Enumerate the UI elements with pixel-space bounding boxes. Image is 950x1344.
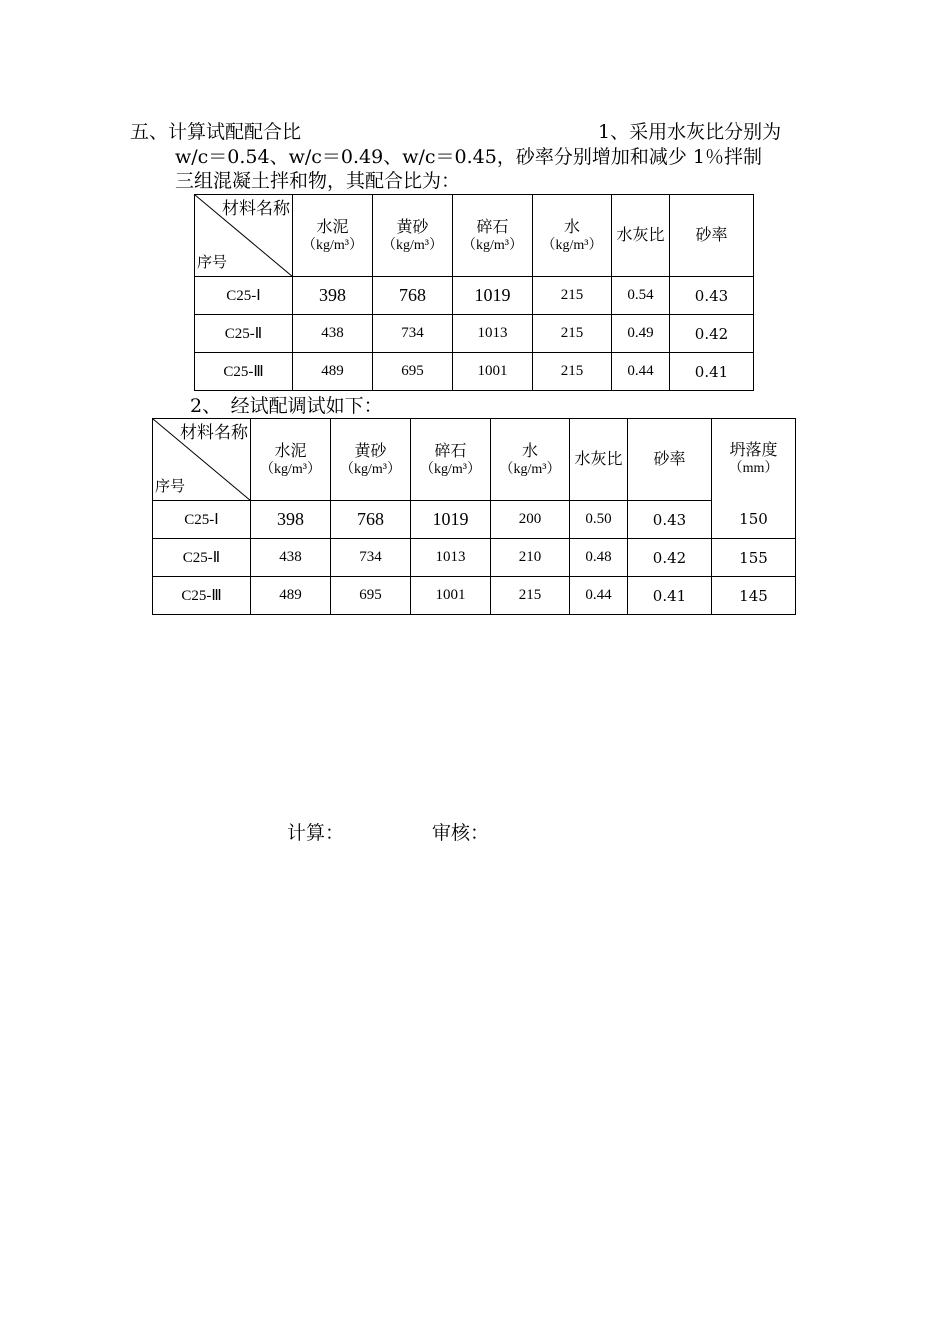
header-unit: （kg/m³） xyxy=(420,461,481,477)
signature-calc-label: 计算： xyxy=(287,822,345,844)
cell-sand: 768 xyxy=(331,501,411,539)
cell-sand: 695 xyxy=(331,577,411,615)
corner-top-label: 材料名称 xyxy=(180,423,248,443)
table-row xyxy=(195,315,754,353)
header-wc-ratio xyxy=(612,195,670,277)
cell-wc-ratio: 0.48 xyxy=(570,539,628,577)
cell-cement: 398 xyxy=(293,277,373,315)
header-unit: （kg/m³） xyxy=(541,237,603,253)
corner-bottom-label: 序号 xyxy=(155,477,186,495)
corner-bottom-label: 序号 xyxy=(197,253,228,271)
header-name: 碎石 xyxy=(434,440,467,460)
cell-sand-ratio: 0.42 xyxy=(670,315,754,353)
cell-id: C25-Ⅲ xyxy=(153,577,251,615)
corner-top-label: 材料名称 xyxy=(222,199,290,219)
cell-slump: 155 xyxy=(712,539,796,577)
table-row xyxy=(195,353,754,391)
cell-gravel: 1019 xyxy=(411,501,491,539)
header-water xyxy=(491,419,570,501)
cell-id: C25-Ⅰ xyxy=(195,277,293,315)
header-wc-ratio xyxy=(570,419,628,501)
signature-review-label: 审核： xyxy=(432,822,490,844)
cell-water: 215 xyxy=(491,577,570,615)
cell-sand: 734 xyxy=(331,539,411,577)
header-sand-ratio xyxy=(670,195,754,277)
cell-id: C25-Ⅱ xyxy=(153,539,251,577)
header-unit: （kg/m³） xyxy=(382,237,443,253)
cell-wc-ratio: 0.44 xyxy=(570,577,628,615)
header-unit: （mm） xyxy=(728,461,779,476)
table-header-row xyxy=(153,419,796,501)
header-sand xyxy=(331,419,411,501)
header-name: 碎石 xyxy=(476,216,509,236)
header-slump xyxy=(712,419,796,501)
header-unit: （kg/m³） xyxy=(462,237,523,253)
cell-sand-ratio: 0.43 xyxy=(628,501,712,539)
header-name: 砂率 xyxy=(695,225,728,244)
paragraph-line-3: 三组混凝土拌和物，其配合比为： xyxy=(175,170,461,192)
cell-id: C25-Ⅰ xyxy=(153,501,251,539)
cell-sand-ratio: 0.41 xyxy=(670,353,754,391)
cell-water: 210 xyxy=(491,539,570,577)
header-name: 黄砂 xyxy=(396,216,429,236)
header-name: 水灰比 xyxy=(574,449,623,468)
section-title: 五、计算试配配合比 xyxy=(130,121,302,143)
cell-water: 215 xyxy=(533,315,612,353)
cell-sand-ratio: 0.43 xyxy=(670,277,754,315)
header-water xyxy=(533,195,612,277)
table-row xyxy=(153,501,796,539)
cell-cement: 438 xyxy=(293,315,373,353)
header-gravel xyxy=(411,419,491,501)
header-name: 水泥 xyxy=(316,216,349,236)
corner-header-cell xyxy=(195,195,293,277)
header-unit: （kg/m³） xyxy=(260,461,321,477)
table-header-row xyxy=(195,195,754,277)
paragraph-line-2: w/c＝0.54、w/c＝0.49、w/c＝0.45，砂率分别增加和减少 1％拌制 xyxy=(175,146,762,168)
header-unit: （kg/m³） xyxy=(340,461,401,477)
cell-cement: 398 xyxy=(251,501,331,539)
cell-sand-ratio: 0.42 xyxy=(628,539,712,577)
mix-ratio-table-2 xyxy=(152,418,796,615)
paragraph-line-4: 2、 经试配调试如下： xyxy=(190,395,383,417)
cell-water: 215 xyxy=(533,353,612,391)
cell-gravel: 1013 xyxy=(411,539,491,577)
cell-id: C25-Ⅱ xyxy=(195,315,293,353)
header-cement xyxy=(251,419,331,501)
header-name: 水 xyxy=(563,216,580,236)
cell-slump: 150 xyxy=(712,501,796,539)
corner-header-cell xyxy=(153,419,251,501)
header-unit: （kg/m³） xyxy=(302,237,363,253)
header-name: 水灰比 xyxy=(616,225,665,244)
cell-wc-ratio: 0.50 xyxy=(570,501,628,539)
cell-gravel: 1001 xyxy=(453,353,533,391)
table-row xyxy=(195,277,754,315)
header-unit: （kg/m³） xyxy=(499,461,561,477)
cell-cement: 489 xyxy=(251,577,331,615)
cell-water: 215 xyxy=(533,277,612,315)
cell-sand-ratio: 0.41 xyxy=(628,577,712,615)
header-sand-ratio xyxy=(628,419,712,501)
cell-water: 200 xyxy=(491,501,570,539)
header-cement xyxy=(293,195,373,277)
cell-wc-ratio: 0.44 xyxy=(612,353,670,391)
cell-cement: 438 xyxy=(251,539,331,577)
cell-wc-ratio: 0.49 xyxy=(612,315,670,353)
paragraph-start: 1、采用水灰比分别为 xyxy=(598,121,782,143)
cell-sand: 768 xyxy=(373,277,453,315)
table-row xyxy=(153,577,796,615)
header-name: 水 xyxy=(521,440,538,460)
table-row xyxy=(153,539,796,577)
cell-sand: 695 xyxy=(373,353,453,391)
cell-sand: 734 xyxy=(373,315,453,353)
cell-gravel: 1013 xyxy=(453,315,533,353)
mix-ratio-table-1 xyxy=(194,194,754,391)
cell-wc-ratio: 0.54 xyxy=(612,277,670,315)
cell-slump: 145 xyxy=(712,577,796,615)
cell-gravel: 1019 xyxy=(453,277,533,315)
header-name: 水泥 xyxy=(274,440,307,460)
cell-id: C25-Ⅲ xyxy=(195,353,293,391)
header-gravel xyxy=(453,195,533,277)
header-sand xyxy=(373,195,453,277)
cell-gravel: 1001 xyxy=(411,577,491,615)
header-name: 黄砂 xyxy=(354,440,387,460)
header-name: 砂率 xyxy=(653,449,686,468)
cell-cement: 489 xyxy=(293,353,373,391)
header-name: 坍落度 xyxy=(729,440,778,459)
